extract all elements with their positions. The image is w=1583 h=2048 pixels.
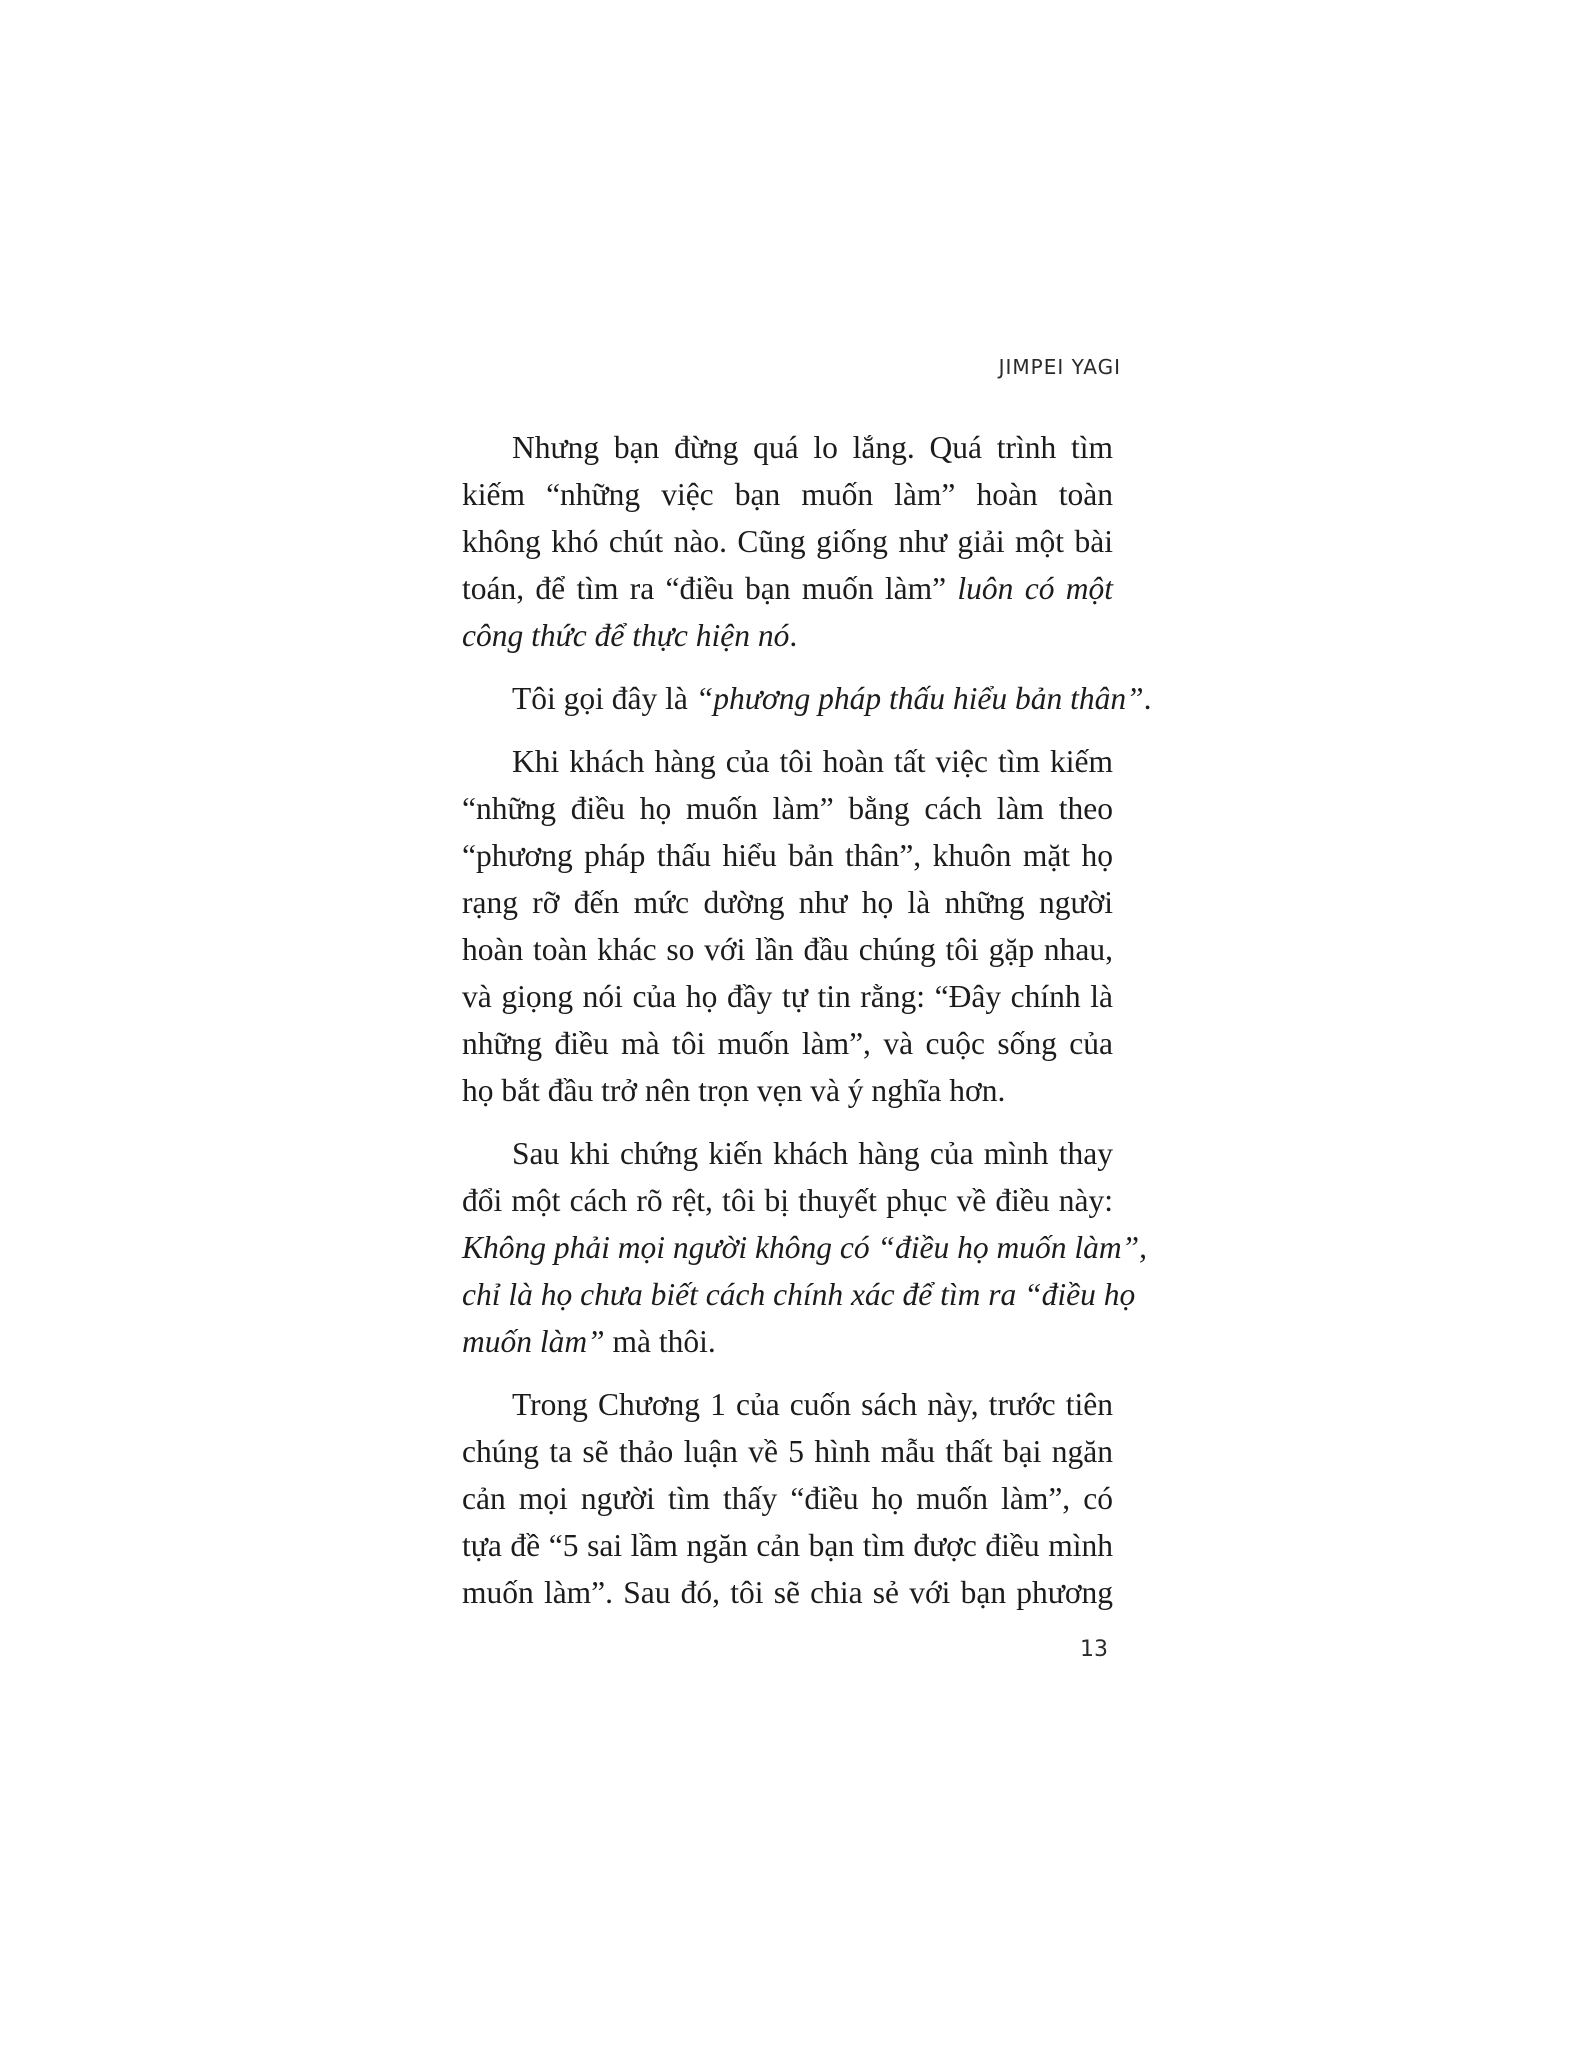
paragraph-5-line-1: Trong Chương 1 của cuốn sách này, trước tiên (512, 1387, 1113, 1422)
paragraph-2-line-1-tail: . (1143, 681, 1152, 716)
paragraph-3-line-2: “những điều họ muốn làm” bằng cách làm theo (462, 791, 1113, 826)
paragraph-3-line-6: và giọng nói của họ đầy tự tin rằng: “Đây chính là (462, 979, 1113, 1014)
paragraph-1-line-5 (462, 612, 1113, 659)
paragraph-5-line-3: cản mọi người tìm thấy “điều họ muốn làm”, có (462, 1481, 1113, 1516)
paragraph-5-line-2: chúng ta sẽ thảo luận về 5 hình mẫu thất bại ngăn (462, 1434, 1113, 1469)
paragraph-3-line-4: rạng rỡ đến mức dường như họ là những người (462, 885, 1113, 920)
paragraph-1-line-5-emphasis: công thức để thực hiện nó (462, 618, 790, 653)
paragraph-1-line-4 (462, 565, 1113, 612)
paragraph-5-line-4: tựa đề “5 sai lầm ngăn cản bạn tìm được điều mình (462, 1528, 1113, 1563)
paragraph-4-line-3 (462, 1224, 1147, 1271)
paragraph-3-line-1: Khi khách hàng của tôi hoàn tất việc tìm kiếm (512, 744, 1113, 779)
paragraph-1-line-3: không khó chút nào. Cũng giống như giải một bài (462, 524, 1113, 559)
paragraph-3-line-7: những điều mà tôi muốn làm”, và cuộc sống của (462, 1026, 1113, 1061)
paragraph-4-line-5-tail: mà thôi. (604, 1324, 716, 1359)
paragraph-1 (462, 424, 1113, 659)
paragraph-4 (462, 1130, 1147, 1365)
paragraph-1-line-2: kiếm “những việc bạn muốn làm” hoàn toàn (462, 477, 1113, 512)
paragraph-2 (462, 675, 1152, 722)
paragraph-1-line-1: Nhưng bạn đừng quá lo lắng. Quá trình tìm (512, 430, 1113, 465)
paragraph-3-line-3: “phương pháp thấu hiểu bản thân”, khuôn mặt họ (462, 838, 1113, 873)
paragraph-2-line-1-emphasis: “phương pháp thấu hiểu bản thân” (695, 681, 1144, 716)
paragraph-1-line-4-text: toán, để tìm ra “điều bạn muốn làm” (462, 571, 958, 606)
page-number: 13 (1080, 1637, 1108, 1662)
paragraph-2-line-1 (462, 675, 1152, 722)
paragraph-3 (462, 738, 1113, 1114)
paragraph-4-line-5 (462, 1318, 1113, 1365)
paragraph-2-line-1-text: Tôi gọi đây là (512, 681, 696, 716)
paragraph-1-line-5-tail: . (789, 618, 798, 653)
paragraph-4-line-2: đổi một cách rõ rệt, tôi bị thuyết phục về điều này: (462, 1183, 1113, 1218)
body-text (462, 424, 1152, 1632)
paragraph-5-line-5: muốn làm”. Sau đó, tôi sẽ chia sẻ với bạn phương (462, 1575, 1113, 1610)
paragraph-4-line-4-emphasis: chỉ là họ chưa biết cách chính xác để tìm ra “điều họ (462, 1277, 1136, 1312)
paragraph-4-line-3-emphasis: Không phải mọi người không có “điều họ muốn làm”, (462, 1230, 1147, 1265)
running-header: JIMPEI YAGI (998, 355, 1121, 379)
paragraph-4-line-4 (462, 1271, 1136, 1318)
paragraph-4-line-1: Sau khi chứng kiến khách hàng của mình thay (512, 1136, 1113, 1171)
paragraph-5 (462, 1381, 1113, 1616)
paragraph-4-line-5-emphasis: muốn làm” (462, 1324, 605, 1359)
paragraph-3-line-8: họ bắt đầu trở nên trọn vẹn và ý nghĩa hơn. (462, 1073, 1006, 1108)
paragraph-1-line-4-emphasis: luôn có một (957, 571, 1113, 606)
paragraph-3-line-5: hoàn toàn khác so với lần đầu chúng tôi gặp nhau, (462, 932, 1113, 967)
